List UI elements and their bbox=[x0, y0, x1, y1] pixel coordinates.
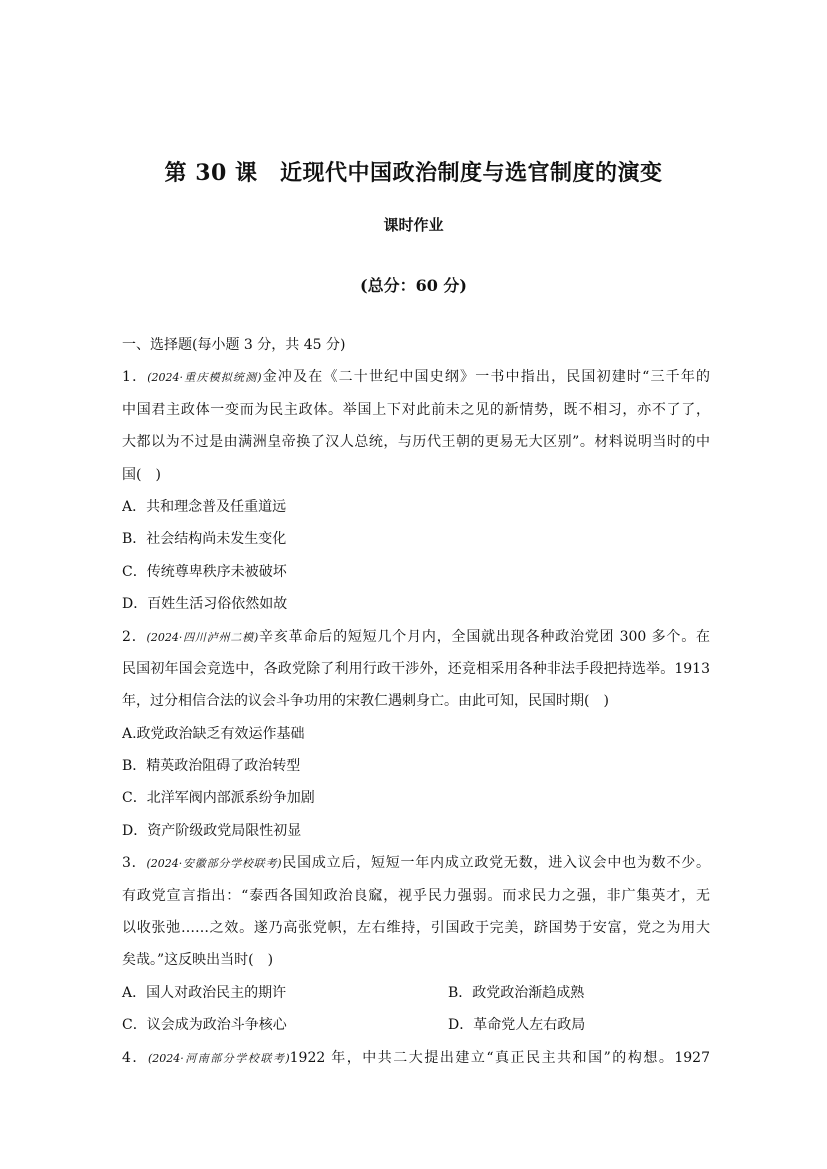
question-1-number: 1． bbox=[122, 369, 148, 386]
question-1-line-2: 中国君主政体一变而为民主政体。举国上下对此前未之见的新情势，既不相习，亦不了了， bbox=[122, 401, 710, 418]
question-1-option-b[interactable]: B．社会结构尚未发生变化 bbox=[122, 531, 287, 548]
question-3-option-b[interactable]: B．政党政治渐趋成熟 bbox=[448, 984, 585, 1001]
total-score: (总分：60 分) bbox=[360, 276, 467, 295]
question-2-option-d[interactable]: D．资产阶级政党局限性初显 bbox=[122, 822, 302, 839]
question-3-line-4: 矣哉。”这反映出当时( ) bbox=[122, 952, 274, 969]
question-2-line-1 bbox=[122, 621, 710, 653]
section-heading: 一、选择题(每小题 3 分，共 45 分) bbox=[122, 337, 346, 353]
question-2-option-a[interactable]: A.政党政治缺乏有效运作基础 bbox=[122, 725, 305, 742]
question-1-option-a[interactable]: A．共和理念普及任重道远 bbox=[122, 498, 287, 515]
question-3-number: 3． bbox=[122, 855, 147, 872]
question-1-source: (2024·重庆模拟统测) bbox=[147, 371, 262, 385]
question-4-number: 4． bbox=[122, 1049, 148, 1066]
question-3-options-row-1 bbox=[122, 977, 710, 1009]
question-2-source: (2024·四川泸州二模) bbox=[146, 630, 259, 644]
question-3-option-d[interactable]: D．革命党人左右政局 bbox=[448, 1017, 586, 1034]
question-3-line-2: 有政党宣言指出：“泰西各国知政治良窳，视乎民力强弱。而求民力之强，非广集英才，无 bbox=[122, 887, 710, 904]
question-4 bbox=[122, 1042, 710, 1074]
question-3-option-c[interactable]: C．议会成为政治斗争核心 bbox=[122, 1017, 287, 1034]
question-3-options-row-2 bbox=[122, 1009, 710, 1041]
question-1-text: 金冲及在《二十世纪中国史纲》一书中指出，民国初建时“三千年的 bbox=[261, 369, 710, 386]
question-1-option-c[interactable]: C．传统尊卑秩序未被破坏 bbox=[122, 563, 287, 580]
question-3-source: (2024·安徽部分学校联考) bbox=[146, 857, 282, 871]
question-4-text: 1922 年，中共二大提出建立“真正民主共和国”的构想。1927 bbox=[289, 1049, 710, 1066]
question-2-text: 辛亥革命后的短短几个月内，全国就出现各种政治党团 300 多个。在 bbox=[258, 628, 710, 645]
page-title: 第 30 课 近现代中国政治制度与选官制度的演变 bbox=[164, 160, 663, 186]
question-1-line-4: 国( ) bbox=[122, 466, 161, 483]
question-1-line-1 bbox=[122, 361, 710, 393]
question-2-line-3: 年，过分相信合法的议会斗争功用的宋教仁遇刺身亡。由此可知，民国时期( ) bbox=[122, 693, 609, 710]
page-subtitle: 课时作业 bbox=[383, 216, 444, 234]
question-3-line-3: 以收张弛……之效。遂乃高张党帜，左右维持，引国政于完美，跻国势于安富，党之为用大 bbox=[122, 920, 710, 937]
question-4-source: (2024·河南部分学校联考) bbox=[147, 1051, 290, 1065]
question-2-number: 2． bbox=[122, 628, 147, 645]
question-3-line-1 bbox=[122, 847, 710, 879]
question-1-line-3: 大都以为不过是由满洲皇帝换了汉人总统，与历代王朝的更易无大区别”。材料说明当时的中 bbox=[122, 434, 710, 451]
question-2-line-2: 民国初年国会竞选中，各政党除了利用行政干涉外，还竞相采用各种非法手段把持选举。1913 bbox=[122, 660, 710, 677]
question-1-option-d[interactable]: D．百姓生活习俗依然如故 bbox=[122, 596, 288, 613]
question-1 bbox=[122, 361, 710, 620]
question-3-option-a[interactable]: A．国人对政治民主的期许 bbox=[122, 984, 287, 1001]
question-3-text: 民国成立后，短短一年内成立政党无数，进入议会中也为数不少。 bbox=[281, 855, 710, 872]
question-2-option-c[interactable]: C．北洋军阀内部派系纷争加剧 bbox=[122, 790, 315, 807]
question-3 bbox=[122, 847, 710, 1041]
question-2 bbox=[122, 621, 710, 848]
question-2-option-b[interactable]: B．精英政治阻碍了政治转型 bbox=[122, 758, 301, 775]
question-4-line-1 bbox=[122, 1042, 710, 1074]
question-content bbox=[122, 329, 710, 1074]
